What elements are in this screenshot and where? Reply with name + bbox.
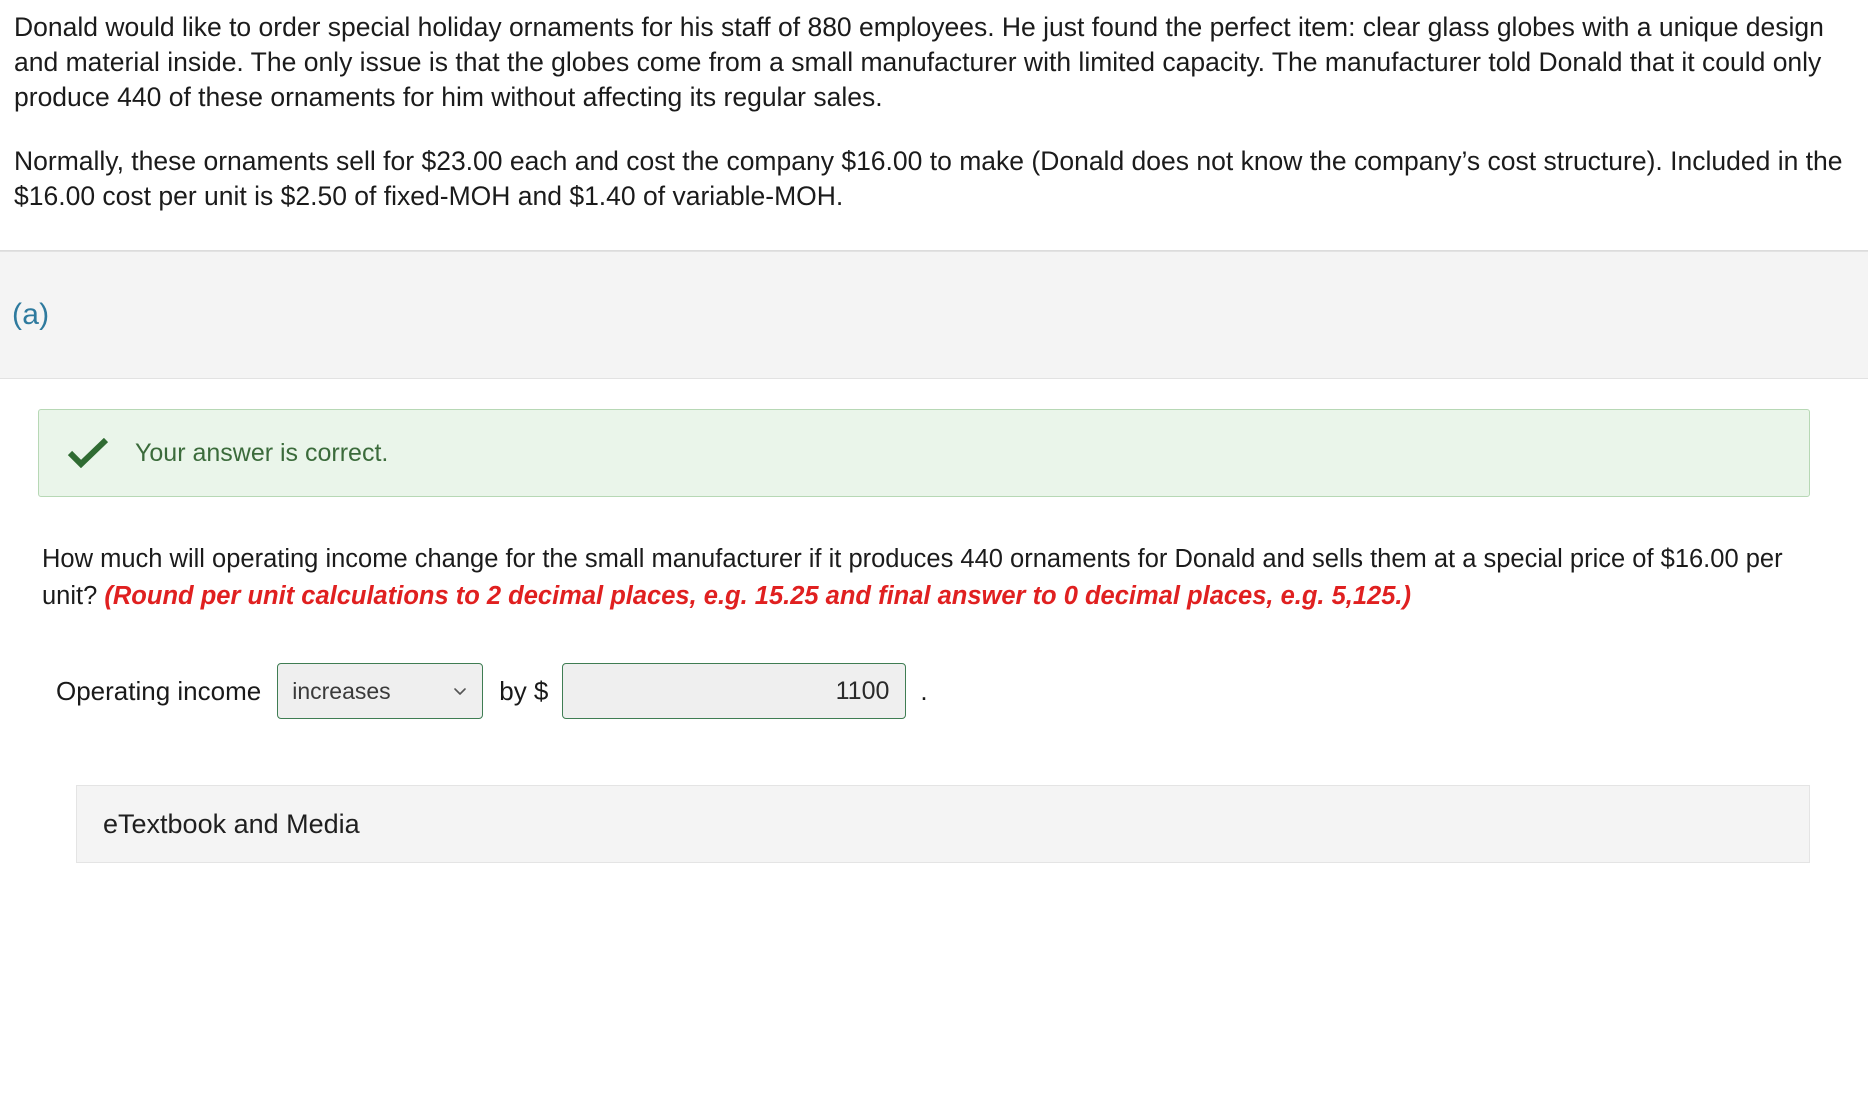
status-badge [38, 409, 1810, 497]
etextbook-label: eTextbook and Media [103, 808, 360, 839]
answer-label: Operating income [56, 675, 262, 706]
part-header-band [0, 251, 1868, 379]
status-badge-label: Your answer is correct. [135, 438, 389, 467]
by-dollar-label: by $ [499, 675, 549, 706]
scenario-paragraph-2: Normally, these ornaments sell for $23.00 each and cost the company $16.00 to make (Donald does not know the company’s cost structure). Included in the $16.00 cost per unit is $2.50 of fixed-MOH and $1.40 of variable-MOH. [14, 145, 1843, 211]
direction-select[interactable] [277, 663, 483, 719]
question-hint: (Round per unit calculations to 2 decimal places, e.g. 15.25 and final answer to 0 decimal places, e.g. 5,125.) [104, 582, 1411, 611]
amount-input[interactable] [562, 663, 906, 719]
trailing-period: . [920, 675, 928, 706]
question-text [42, 541, 1840, 615]
direction-select-value: increases [292, 677, 391, 704]
answer-row [56, 663, 1840, 719]
chevron-down-icon [452, 683, 468, 699]
check-icon [67, 438, 109, 468]
scenario-text [0, 0, 1868, 238]
question-main: How much will operating income change for the small manufacturer if it produces 440 ornaments for Donald and sells them at a special price of $16.00 per unit? [42, 545, 1783, 611]
amount-input-value: 1100 [835, 676, 890, 705]
etextbook-and-media-bar[interactable] [76, 785, 1810, 863]
part-body [0, 379, 1868, 863]
scenario-paragraph-1: Donald would like to order special holiday ornaments for his staff of 880 employees. He just found the perfect item: clear glass globes with a unique design and material inside. The only issue is that the globes come from a small manufacturer with limited capacity. The manufacturer told Donald that it could only produce 440 of these ornaments for him without affecting its regular sales. [14, 12, 1824, 113]
part-label: (a) [12, 298, 50, 332]
